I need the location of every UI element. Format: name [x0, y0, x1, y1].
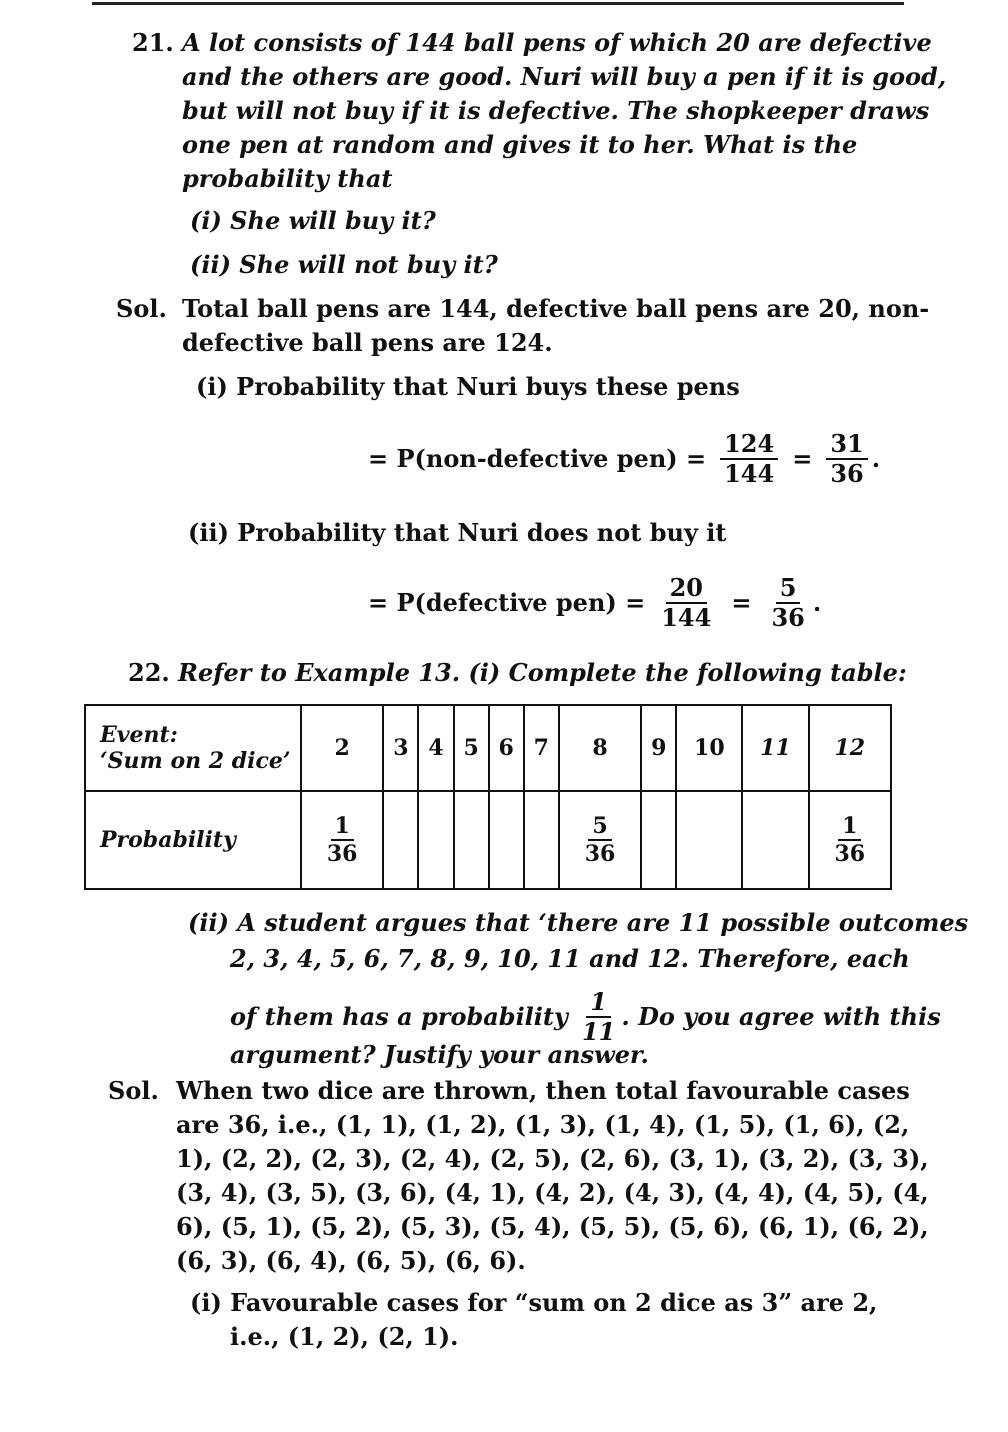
- fraction-denominator: 144: [724, 459, 775, 488]
- solution-21-line: defective ball pens are 124.: [182, 328, 553, 357]
- probability-cell: [418, 791, 453, 889]
- fraction-numerator: 124: [720, 430, 778, 460]
- fraction: [767, 574, 808, 632]
- fraction-denominator: 36: [584, 841, 616, 867]
- equation-non-defective: [368, 430, 880, 488]
- fraction-numerator: 31: [826, 430, 867, 460]
- text-segment: . Do you agree with this: [621, 1002, 941, 1031]
- solution-21-part-i-heading: (i) Probability that Nuri buys these pens: [196, 372, 740, 401]
- sum-cell: 12: [809, 705, 891, 791]
- fraction-denominator: 11: [581, 1017, 616, 1046]
- sum-cell: 9: [641, 705, 676, 791]
- solution-22-label: Sol.: [108, 1076, 159, 1105]
- solution-21-line: Total ball pens are 144, defective ball pens are 20, non-: [182, 294, 930, 323]
- table-row-event: [85, 705, 891, 791]
- question-21-line: one pen at random and gives it to her. What is the: [182, 130, 858, 159]
- solution-21-text: [182, 292, 929, 360]
- probability-cell: [641, 791, 676, 889]
- event-header-line: ‘Sum on 2 dice’: [100, 748, 291, 774]
- solution-22-line: 6), (5, 1), (5, 2), (5, 3), (5, 4), (5, 5), (5, 6), (6, 1), (6, 2),: [176, 1212, 929, 1241]
- fraction-denominator: 36: [830, 459, 864, 488]
- sum-cell: 3: [383, 705, 418, 791]
- table-header-probability: Probability: [85, 791, 301, 889]
- solution-22-part-i-line: i.e., (1, 2), (2, 1).: [230, 1322, 459, 1351]
- solution-22-line: are 36, i.e., (1, 1), (1, 2), (1, 3), (1, 4), (1, 5), (1, 6), (2,: [176, 1110, 910, 1139]
- probability-cell: [676, 791, 742, 889]
- period: .: [871, 444, 881, 473]
- question-22-heading: Refer to Example 13. (i) Complete the following table:: [178, 658, 907, 687]
- solution-22-line: 1), (2, 2), (2, 3), (2, 4), (2, 5), (2, 6), (3, 1), (3, 2), (3, 3),: [176, 1144, 929, 1173]
- solution-22-line: (6, 3), (6, 4), (6, 5), (6, 6).: [176, 1246, 526, 1275]
- probability-cell: [524, 791, 559, 889]
- probability-cell: [454, 791, 489, 889]
- probability-cell: [559, 791, 641, 889]
- question-21-text: [182, 26, 946, 196]
- fraction: [720, 430, 778, 488]
- fraction-denominator: 36: [771, 603, 805, 632]
- sum-cell: 10: [676, 705, 742, 791]
- fraction-numerator: 20: [666, 574, 707, 604]
- solution-21-part-ii-heading: (ii) Probability that Nuri does not buy it: [188, 518, 727, 547]
- fraction-numerator: 1: [331, 813, 354, 841]
- probability-cell: [383, 791, 418, 889]
- fraction-denominator: 144: [661, 603, 712, 632]
- sum-cell: 7: [524, 705, 559, 791]
- text-segment: of them has a probability: [230, 1002, 568, 1031]
- sum-cell: 2: [301, 705, 383, 791]
- sum-cell: 5: [454, 705, 489, 791]
- question-21-line: probability that: [182, 164, 393, 193]
- period: .: [812, 588, 822, 617]
- fraction: [657, 574, 715, 632]
- fraction-numerator: 1: [838, 813, 861, 841]
- fraction-denominator: 36: [834, 841, 866, 867]
- solution-22-line: When two dice are thrown, then total favourable cases: [176, 1076, 910, 1105]
- fraction: [323, 813, 362, 867]
- equals-sign: =: [731, 588, 752, 617]
- equation-lhs: = P(defective pen) =: [368, 588, 646, 617]
- dice-probability-table: [84, 704, 892, 890]
- equals-sign: =: [792, 444, 813, 473]
- equation-defective: [368, 574, 821, 632]
- question-21-line: and the others are good. Nuri will buy a pen if it is good,: [182, 62, 947, 91]
- solution-22-part-i-line: (i) Favourable cases for “sum on 2 dice as 3” are 2,: [190, 1288, 878, 1317]
- probability-cell: [809, 791, 891, 889]
- question-22-part-ii-line: argument? Justify your answer.: [230, 1040, 649, 1069]
- fraction: [830, 813, 869, 867]
- fraction-denominator: 36: [326, 841, 358, 867]
- solution-22-line: (3, 4), (3, 5), (3, 6), (4, 1), (4, 2), (4, 3), (4, 4), (4, 5), (4,: [176, 1178, 929, 1207]
- question-21-part-ii: (ii) She will not buy it?: [190, 250, 498, 279]
- probability-cell: [301, 791, 383, 889]
- table-row-probability: [85, 791, 891, 889]
- event-header-line: Event:: [100, 722, 178, 748]
- question-21-number: 21.: [132, 28, 174, 57]
- sum-cell: 6: [489, 705, 524, 791]
- sum-cell: 8: [559, 705, 641, 791]
- top-rule: [92, 2, 904, 5]
- sum-cell: 4: [418, 705, 453, 791]
- question-22-number: 22.: [128, 658, 170, 687]
- question-21-line: but will not buy if it is defective. The shopkeeper draws: [182, 96, 930, 125]
- table-header-event: [85, 705, 301, 791]
- question-22-part-ii-line: 2, 3, 4, 5, 6, 7, 8, 9, 10, 11 and 12. Therefore, each: [230, 944, 910, 973]
- solution-21-label: Sol.: [116, 294, 167, 323]
- probability-cell: [742, 791, 808, 889]
- fraction: [826, 430, 867, 488]
- question-22-part-ii-line: (ii) A student argues that ‘there are 11 possible outcomes: [188, 908, 969, 937]
- fraction: [581, 813, 620, 867]
- sum-cell: 11: [742, 705, 808, 791]
- fraction-numerator: 5: [776, 574, 801, 604]
- probability-cell: [489, 791, 524, 889]
- question-21-part-i: (i) She will buy it?: [190, 206, 436, 235]
- equation-lhs: = P(non-defective pen) =: [368, 444, 707, 473]
- solution-22-text: [176, 1074, 929, 1278]
- fraction-numerator: 1: [586, 988, 611, 1018]
- question-21-line: A lot consists of 144 ball pens of which 20 are defective: [182, 28, 932, 57]
- fraction-numerator: 5: [588, 813, 611, 841]
